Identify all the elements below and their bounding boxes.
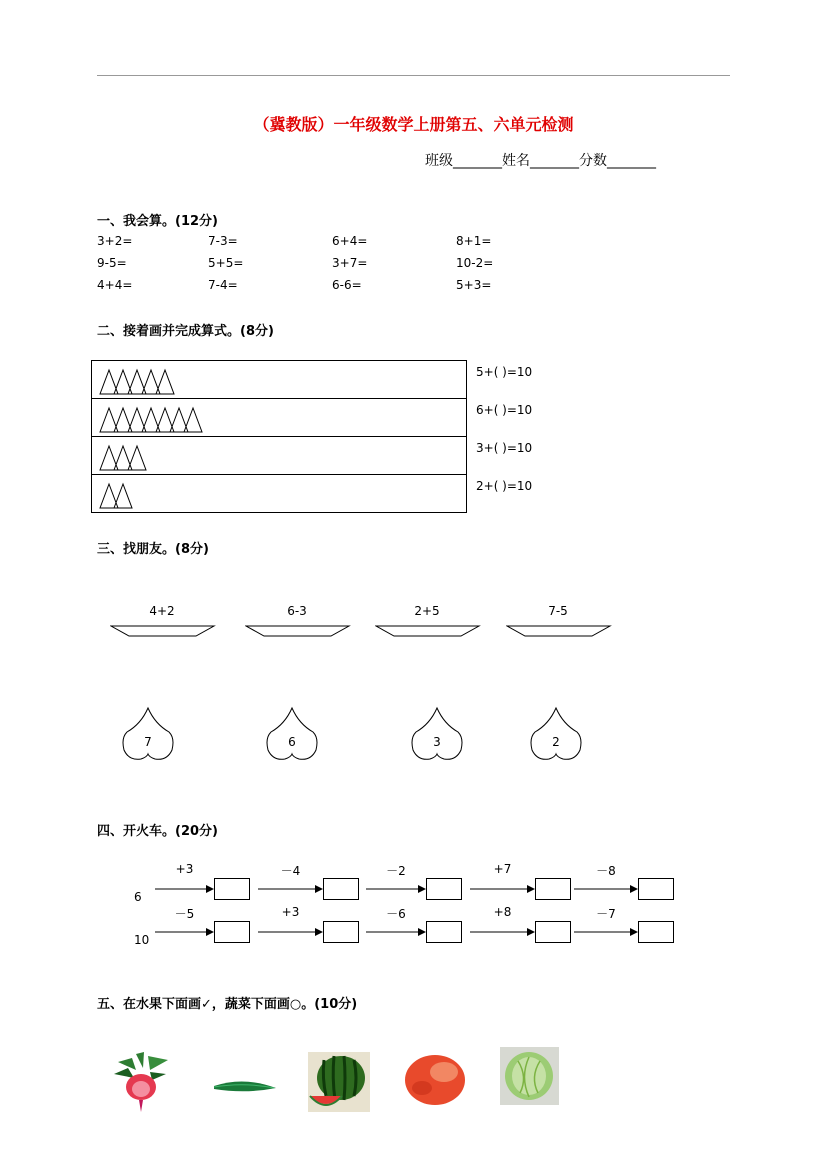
operation-label: －4 xyxy=(280,864,301,878)
triangles-group xyxy=(98,405,218,435)
arrow-icon xyxy=(366,927,426,937)
section4-heading: 四、开火车。(20分) xyxy=(97,824,218,839)
triangles-group xyxy=(98,367,218,397)
bean-picture xyxy=(208,1070,280,1100)
answer-box[interactable] xyxy=(214,921,250,943)
heart-shape[interactable] xyxy=(529,706,585,762)
section2-heading: 二、接着画并完成算式。(8分) xyxy=(97,324,274,339)
start-number: 10 xyxy=(134,933,150,947)
operation-label: +3 xyxy=(281,905,300,919)
answer-box[interactable] xyxy=(638,921,674,943)
triangles-group xyxy=(98,481,218,511)
equation-item: 3+2= xyxy=(97,234,133,248)
equation-item: 7-4= xyxy=(208,278,238,292)
plate-shape[interactable] xyxy=(506,624,612,638)
peach-picture xyxy=(402,1050,468,1106)
cabbage-picture xyxy=(500,1047,559,1105)
operation-label: +8 xyxy=(493,905,512,919)
heart-shape[interactable] xyxy=(265,706,321,762)
plate-label: 2+5 xyxy=(414,604,440,618)
section3-heading: 三、找朋友。(8分) xyxy=(97,542,209,557)
plate-label: 6-3 xyxy=(287,604,307,618)
operation-label: －5 xyxy=(174,907,195,921)
operation-label: +7 xyxy=(493,862,512,876)
equation-item: 8+1= xyxy=(456,234,492,248)
triangles-group xyxy=(98,443,218,473)
table-row[interactable] xyxy=(92,361,466,399)
arrow-icon xyxy=(258,884,323,894)
arrow-icon xyxy=(574,927,638,937)
plate-shape[interactable] xyxy=(375,624,481,638)
fill-in-equation: 3+( )=10 xyxy=(476,441,533,455)
equation-item: 6-6= xyxy=(332,278,362,292)
heart-shape[interactable] xyxy=(410,706,466,762)
fill-in-equation: 2+( )=10 xyxy=(476,479,533,493)
arrow-icon xyxy=(155,927,214,937)
arrow-icon xyxy=(258,927,323,937)
plate-label: 7-5 xyxy=(548,604,568,618)
top-rule xyxy=(97,75,730,76)
page-title: （冀教版）一年级数学上册第五、六单元检测 xyxy=(253,115,574,134)
arrow-icon xyxy=(470,884,535,894)
drawing-table xyxy=(91,360,467,513)
operation-label: +3 xyxy=(175,862,194,876)
arrow-icon xyxy=(366,884,426,894)
equation-item: 5+3= xyxy=(456,278,492,292)
equation-item: 6+4= xyxy=(332,234,368,248)
heart-number: 3 xyxy=(433,735,441,749)
section5-heading: 五、在水果下面画✓，蔬菜下面画○。(10分) xyxy=(97,997,358,1012)
equation-item: 7-3= xyxy=(208,234,238,248)
answer-box[interactable] xyxy=(535,878,571,900)
answer-box[interactable] xyxy=(638,878,674,900)
section1-heading: 一、我会算。(12分) xyxy=(97,214,218,229)
student-info: 班级_______姓名_______分数_______ xyxy=(425,153,656,169)
table-row[interactable] xyxy=(92,475,466,513)
heart-number: 7 xyxy=(144,735,152,749)
heart-number: 6 xyxy=(288,735,296,749)
operation-label: －7 xyxy=(596,907,616,921)
equation-item: 3+7= xyxy=(332,256,368,270)
answer-box[interactable] xyxy=(426,878,462,900)
answer-box[interactable] xyxy=(323,921,359,943)
equation-item: 5+5= xyxy=(208,256,244,270)
answer-box[interactable] xyxy=(214,878,250,900)
heart-shape[interactable] xyxy=(121,706,177,762)
equation-item: 9-5= xyxy=(97,256,127,270)
answer-box[interactable] xyxy=(323,878,359,900)
answer-box[interactable] xyxy=(426,921,462,943)
table-row[interactable] xyxy=(92,437,466,475)
fill-in-equation: 6+( )=10 xyxy=(476,403,533,417)
arrow-icon xyxy=(155,884,214,894)
equation-item: 4+4= xyxy=(97,278,133,292)
heart-number: 2 xyxy=(552,735,560,749)
fill-in-equation: 5+( )=10 xyxy=(476,365,533,379)
operation-label: －8 xyxy=(596,864,616,878)
operation-label: －2 xyxy=(386,864,406,878)
arrow-icon xyxy=(470,927,535,937)
table-row[interactable] xyxy=(92,399,466,437)
radish-picture xyxy=(110,1050,172,1112)
plate-shape[interactable] xyxy=(110,624,216,638)
plate-shape[interactable] xyxy=(245,624,351,638)
plate-label: 4+2 xyxy=(149,604,175,618)
operation-label: －6 xyxy=(386,907,406,921)
watermelon-picture xyxy=(308,1052,370,1112)
arrow-icon xyxy=(574,884,638,894)
answer-box[interactable] xyxy=(535,921,571,943)
start-number: 6 xyxy=(134,890,142,904)
equation-item: 10-2= xyxy=(456,256,494,270)
